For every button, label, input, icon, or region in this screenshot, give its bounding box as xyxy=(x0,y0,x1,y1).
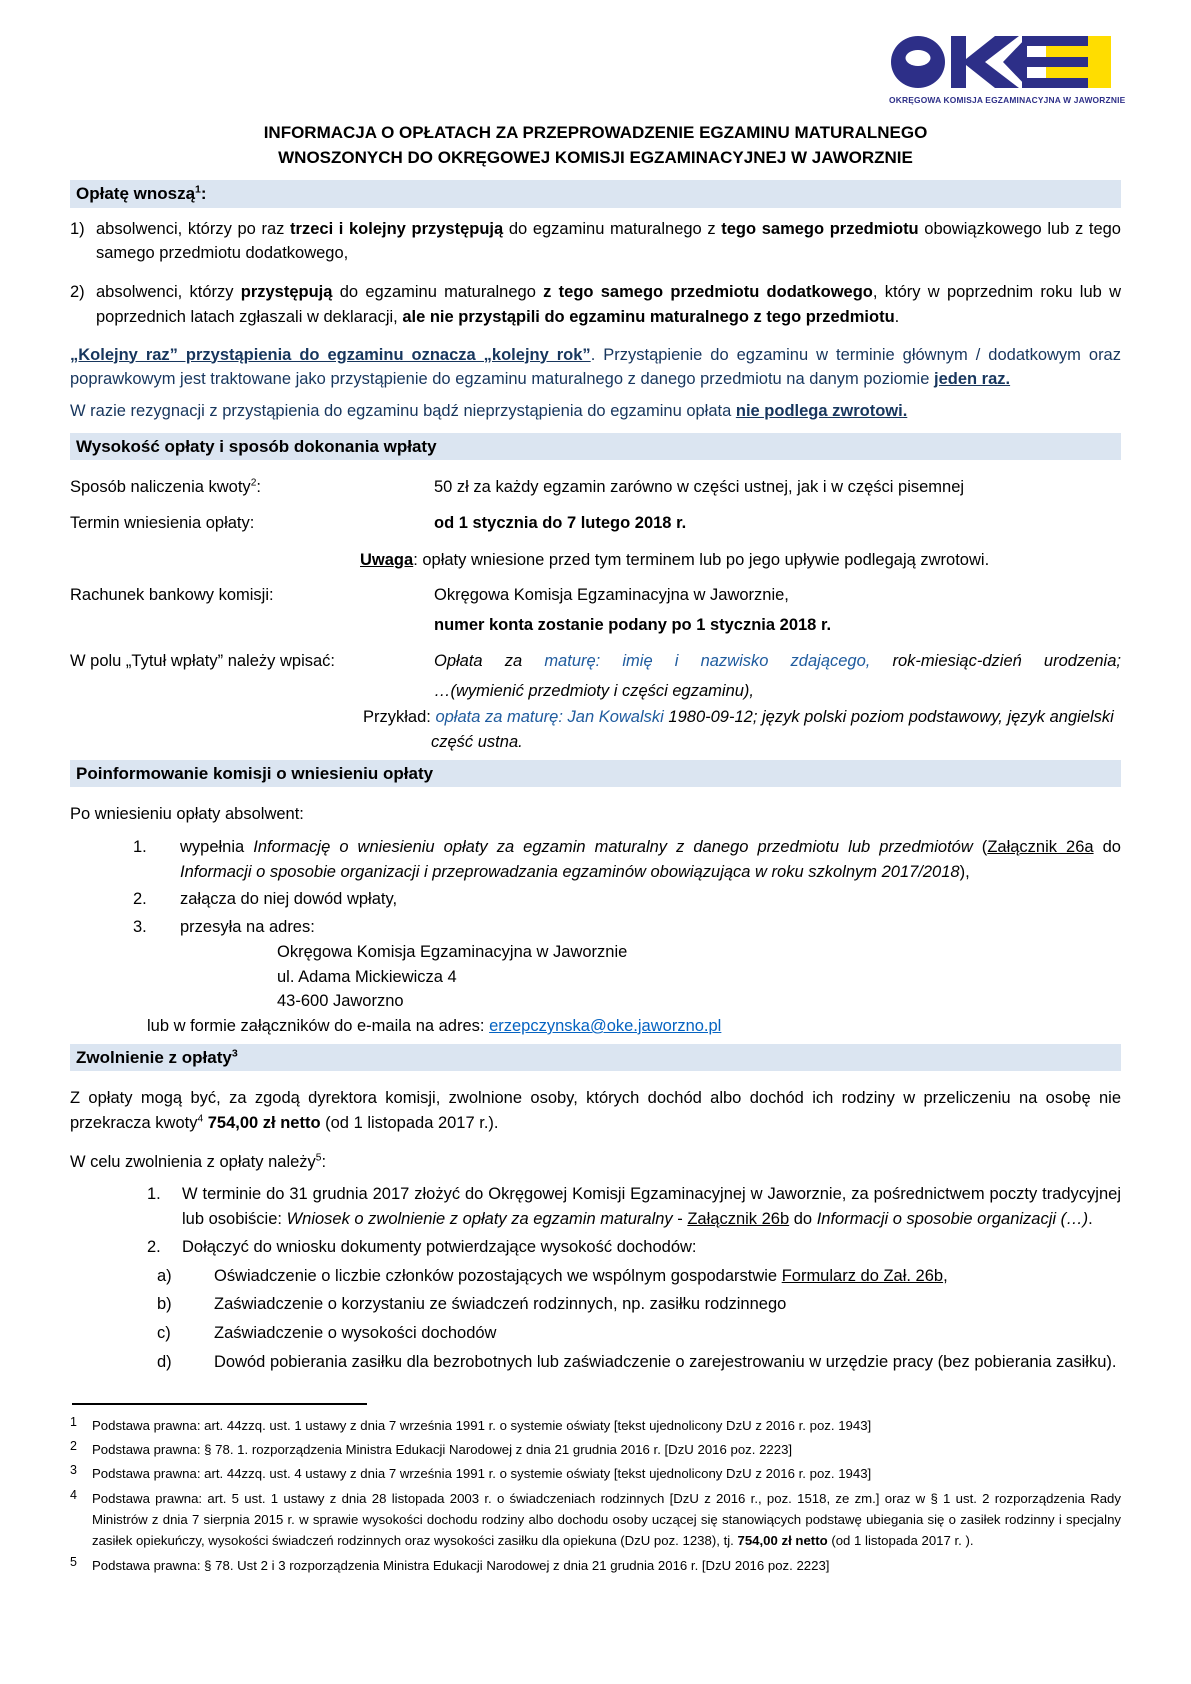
text-run: W celu zwolnienia z opłaty należy xyxy=(70,1152,316,1171)
amount-value: 50 zł za każdy egzamin zarówno w części ustnej, jak i w części pisemnej xyxy=(434,478,965,497)
text-run: . Przystąpienie do egzaminu w terminie głównym / dodatkowym oraz poprawkowym jest traktowane jako przystąpienie do egzaminu maturalnego z danego przedmiotu na danym poziomie xyxy=(70,345,1121,389)
text-run: ), xyxy=(959,862,970,881)
item-letter: c) xyxy=(157,1324,171,1343)
doc-item-d xyxy=(157,1350,1121,1375)
doc-item-a xyxy=(157,1264,1121,1289)
section-header-notify: Poinformowanie komisji o wniesieniu opłaty xyxy=(70,760,1121,787)
text-run: Informacji o sposobie organizacji (…) xyxy=(816,1210,1089,1229)
oke-logo xyxy=(889,36,1126,105)
text-run: : opłaty wniesione przed tym terminem lub po jego upływie podlegają zwrotowi. xyxy=(413,550,990,569)
transfer-title-line1 xyxy=(434,649,1121,674)
commission-address xyxy=(277,940,1121,1014)
footnote-4 xyxy=(70,1488,1121,1552)
text-run: do xyxy=(789,1210,817,1229)
text-run: opłata za maturę: Jan Kowalski xyxy=(435,708,664,727)
section-header-exemption-text: Zwolnienie z opłaty xyxy=(76,1047,232,1067)
section-header-fees xyxy=(70,180,1121,207)
notify-step-3 xyxy=(133,915,1121,940)
footnote-number: 2 xyxy=(70,1438,77,1453)
fees-item-2-text xyxy=(96,280,1121,330)
doc-item-c xyxy=(157,1321,1121,1346)
step-number: 3. xyxy=(133,918,147,937)
footnote-ref-4: 4 xyxy=(197,1113,204,1125)
documents-sublist xyxy=(70,1264,1121,1375)
attachment-26b-ref: Załącznik 26b xyxy=(687,1210,790,1229)
footnote-number: 1 xyxy=(70,1414,77,1429)
footnote-number: 3 xyxy=(70,1463,77,1478)
text-run: W terminie do 31 grudnia 2017 złożyć do Okręgowej Komisji Egzaminacyjnej w Jaworznie, za pośrednictwem poczty tradycyjnej lub osobiście: xyxy=(182,1185,1121,1229)
bank-account-line1: Okręgowa Komisja Egzaminacyjna w Jaworznie, xyxy=(434,586,789,605)
text-run: Oświadczenie o liczbie członków pozostających we wspólnym gospodarstwie xyxy=(214,1266,782,1285)
text-run: (od 1 listopada 2017 r.). xyxy=(320,1113,499,1132)
notify-step-2 xyxy=(133,887,1121,912)
text-run: przystępują xyxy=(240,283,333,302)
footnote-3 xyxy=(70,1463,1121,1484)
notify-steps xyxy=(70,835,1121,940)
text-run: (od 1 listopada 2017 r. ). xyxy=(827,1533,974,1549)
footnote-2 xyxy=(70,1439,1121,1460)
text-run: do xyxy=(1093,837,1121,856)
bank-account-row xyxy=(70,583,1121,638)
footnote-1 xyxy=(70,1415,1121,1436)
text-run: : xyxy=(256,478,261,497)
footnote-2-text: Podstawa prawna: § 78. 1. rozporządzenia Ministra Edukacji Narodowej z dnia 21 grudnia 2016 r. [DzU 2016 poz. 2223] xyxy=(92,1441,793,1457)
attachment-26a-ref: Załącznik 26a xyxy=(987,837,1094,856)
footnote-number: 4 xyxy=(70,1487,77,1502)
doc-item-c-text: Zaświadczenie o wysokości dochodów xyxy=(214,1324,497,1343)
transfer-title-line2: …(wymienić przedmioty i części egzaminu), xyxy=(434,681,755,700)
text-run: . xyxy=(1088,1210,1093,1229)
doc-item-b xyxy=(157,1292,1121,1317)
transfer-title-value xyxy=(434,649,1121,704)
item-letter: a) xyxy=(157,1266,172,1285)
doc-item-a-text xyxy=(214,1264,1121,1289)
amount-netto: 754,00 zł netto xyxy=(207,1113,321,1132)
deadline-row xyxy=(70,511,1121,536)
text-run: lub w formie załączników do e-maila na adres: xyxy=(147,1017,490,1036)
footnote-ref-1: 1 xyxy=(195,183,201,196)
notify-step-2-text: załącza do niej dowód wpłaty, xyxy=(180,890,398,909)
text-run: Uwaga xyxy=(360,550,414,569)
address-line1: Okręgowa Komisja Egzaminacyjna w Jaworznie xyxy=(277,942,628,961)
footnote-5-text: Podstawa prawna: § 78. Ust 2 i 3 rozporządzenia Ministra Edukacji Narodowej z dnia 21 grudnia 2016 r. [DzU 2016 poz. 2223] xyxy=(92,1557,830,1573)
step-number: 2. xyxy=(133,890,147,909)
title-line-2: WNOSZONYCH DO OKRĘGOWEJ KOMISJI EGZAMINACYJNEJ W JAWORZNIE xyxy=(278,147,913,167)
deadline-label: Termin wniesienia opłaty: xyxy=(70,513,255,532)
example-label: Przykład xyxy=(363,708,427,727)
address-line3: 43-600 Jaworzno xyxy=(277,992,404,1011)
text-run: jeden raz. xyxy=(933,370,1011,389)
section-header-exemption xyxy=(70,1044,1121,1071)
text-run: Informację o wniesieniu opłaty za egzamin maturalny z danego przedmiotu lub przedmiotów xyxy=(253,837,973,856)
text-run: wypełnia xyxy=(180,837,254,856)
footnote-3-text: Podstawa prawna: art. 44zzq. ust. 4 ustawy z dnia 7 września 1991 r. o systemie oświaty [tekst ujednolicony DzU z 2016 r. poz. 1943] xyxy=(92,1466,872,1482)
uwaga-note xyxy=(360,548,1121,573)
step-number: 1. xyxy=(133,837,147,856)
notify-intro: Po wniesieniu opłaty absolwent: xyxy=(70,805,304,824)
text-run: , który w poprzednim roku lub w poprzednich latach zgłaszali w deklaracji, xyxy=(96,283,1121,326)
text-run: do egzaminu maturalnego z xyxy=(503,219,722,238)
text-run: ale nie przystąpili do egzaminu maturalnego z tego przedmiotu xyxy=(402,307,895,326)
text-run: „Kolejny raz” przystąpienia do egzaminu oznacza „kolejny rok” xyxy=(70,345,591,364)
form-26b-ref: Formularz do Zał. 26b xyxy=(781,1266,944,1285)
fees-item-2-number: 2) xyxy=(70,283,85,302)
text-run: . xyxy=(894,307,900,326)
text-run: obowiązkowego lub z tego samego przedmiotu dodatkowego, xyxy=(96,219,1121,263)
exemption-intro xyxy=(70,1150,1121,1175)
text-run: nie podlega zwrotowi. xyxy=(735,402,908,421)
note-rezygnacja xyxy=(70,399,1121,424)
text-run: - xyxy=(672,1210,688,1229)
footnote-1-text: Podstawa prawna: art. 44zzq. ust. 1 ustawy z dnia 7 września 1991 r. o systemie oświaty [tekst ujednolicony DzU z 2016 r. poz. 1943] xyxy=(92,1417,872,1433)
notify-step-3-text: przesyła na adres: xyxy=(180,918,315,937)
footnote-ref-3: 3 xyxy=(231,1047,238,1060)
section-header-fees-text: Opłatę wnoszą xyxy=(76,184,196,204)
exemption-step-2 xyxy=(147,1235,1121,1260)
notify-step-1 xyxy=(133,835,1121,885)
section-header-fees-colon: : xyxy=(200,184,207,204)
text-run: Podstawa prawna: art. 5 ust. 1 ustawy z dnia 28 listopada 2003 r. o świadczeniach rodzinnych [DzU z 2016 r., poz. 1518, ze zm.] oraz w § 1 ust. 2 rozporządzenia Rady Ministrów z dnia 7 sierpnia 2015 r. w sprawie wysokości dochodu rodziny albo dochodu osoby uczącej się stanowiących podstawę ubiegania się o zasiłek rodzinny i specjalny zasiłek opiekuńczy, wysokości świadczeń rodzinnych oraz wysokości zasiłku dla opiekuna (DzU poz. 1238), tj. xyxy=(92,1490,1121,1549)
email-line xyxy=(147,1014,1121,1039)
text-run: , xyxy=(943,1266,948,1285)
footnote-ref-5: 5 xyxy=(315,1152,322,1164)
bank-account-label: Rachunek bankowy komisji: xyxy=(70,586,274,605)
text-run: Opłata za xyxy=(434,651,545,670)
item-letter: b) xyxy=(157,1295,172,1314)
logo-caption: OKRĘGOWA KOMISJA EGZAMINACYJNA W JAWORZNIE xyxy=(889,95,1126,105)
fees-item-1-number: 1) xyxy=(70,219,85,238)
text-run: Sposób naliczenia kwoty xyxy=(70,478,251,497)
text-run: 1980-09-12; język polski poziom podstawowy, język angielski część ustna. xyxy=(431,708,1114,752)
footnote-5 xyxy=(70,1555,1121,1576)
amount-netto: 754,00 zł netto xyxy=(737,1533,828,1549)
transfer-title-row xyxy=(70,649,1121,704)
doc-item-b-text: Zaświadczenie o korzystaniu ze świadczeń rodzinnych, np. zasiłku rodzinnego xyxy=(214,1295,787,1314)
footnote-number: 5 xyxy=(70,1554,77,1569)
text-run: maturę: imię i nazwisko zdającego, xyxy=(544,651,871,670)
text-run: W razie rezygnacji z przystąpienia do egzaminu bądź nieprzystąpienia do egzaminu opłata xyxy=(70,402,736,421)
note-kolejny-raz xyxy=(70,343,1121,393)
transfer-title-label: W polu „Tytuł wpłaty” należy wpisać: xyxy=(70,651,336,670)
text-run: absolwenci, którzy po raz xyxy=(96,219,291,238)
text-run: : xyxy=(426,708,436,727)
text-run: tego samego przedmiotu xyxy=(721,219,919,238)
doc-item-d-text: Dowód pobierania zasiłku dla bezrobotnych lub zaświadczenie o zarejestrowaniu w urzędzie pracy (bez pobierania zasiłku). xyxy=(214,1352,1117,1371)
bank-account-value xyxy=(434,583,1121,638)
deadline-value: od 1 stycznia do 7 lutego 2018 r. xyxy=(434,513,687,532)
fees-item-1 xyxy=(70,217,1121,267)
exemption-step-2-text: Dołączyć do wniosku dokumenty potwierdzające wysokość dochodów: xyxy=(182,1237,697,1256)
text-run: : xyxy=(321,1152,327,1171)
fees-item-1-text xyxy=(96,217,1121,267)
footnote-separator xyxy=(72,1403,367,1405)
text-run: trzeci i kolejny przystępują xyxy=(290,219,504,238)
exemption-step-1-text xyxy=(182,1182,1121,1232)
example-line xyxy=(363,705,1121,755)
exemption-paragraph xyxy=(70,1086,1121,1136)
step-number: 2. xyxy=(147,1237,161,1256)
text-run: Informacji o sposobie organizacji i przeprowadzania egzaminów obowiązująca w roku szkolnym 2017/2018 xyxy=(180,862,960,881)
amount-label xyxy=(70,475,434,500)
text-run: absolwenci, którzy xyxy=(96,283,241,302)
fees-item-2 xyxy=(70,280,1121,330)
amount-row xyxy=(70,475,1121,500)
section-header-payment: Wysokość opłaty i sposób dokonania wpłaty xyxy=(70,433,1121,460)
text-run: ( xyxy=(972,837,988,856)
footnote-ref-2: 2 xyxy=(250,477,257,489)
notify-step-1-text xyxy=(180,835,1121,885)
step-number: 1. xyxy=(147,1185,161,1204)
text-run: Z opłaty mogą być, za zgodą dyrektora komisji, zwolnione osoby, których dochód albo dochód ich rodziny w przeliczeniu na osobę nie przekracza kwoty xyxy=(70,1089,1121,1132)
bank-account-line2: numer konta zostanie podany po 1 stycznia 2018 r. xyxy=(434,616,832,635)
address-line2: ul. Adama Mickiewicza 4 xyxy=(277,967,457,986)
page-title xyxy=(70,121,1121,170)
oke-logo-icon xyxy=(891,36,1111,88)
title-line-1: INFORMACJA O OPŁATACH ZA PRZEPROWADZENIE EGZAMINU MATURALNEGO xyxy=(263,123,928,142)
text-run: do egzaminu maturalnego xyxy=(332,283,544,302)
text-run: Wniosek o zwolnienie z opłaty za egzamin maturalny xyxy=(286,1210,673,1229)
text-run: rok-miesiąc-dzień urodzenia; xyxy=(870,651,1121,670)
exemption-steps xyxy=(70,1182,1121,1374)
text-run: z tego samego przedmiotu dodatkowego xyxy=(543,283,873,302)
item-letter: d) xyxy=(157,1352,172,1371)
email-link[interactable]: erzepczynska@oke.jaworzno.pl xyxy=(489,1017,722,1036)
exemption-step-1 xyxy=(147,1182,1121,1232)
footnote-4-text xyxy=(92,1488,1121,1552)
